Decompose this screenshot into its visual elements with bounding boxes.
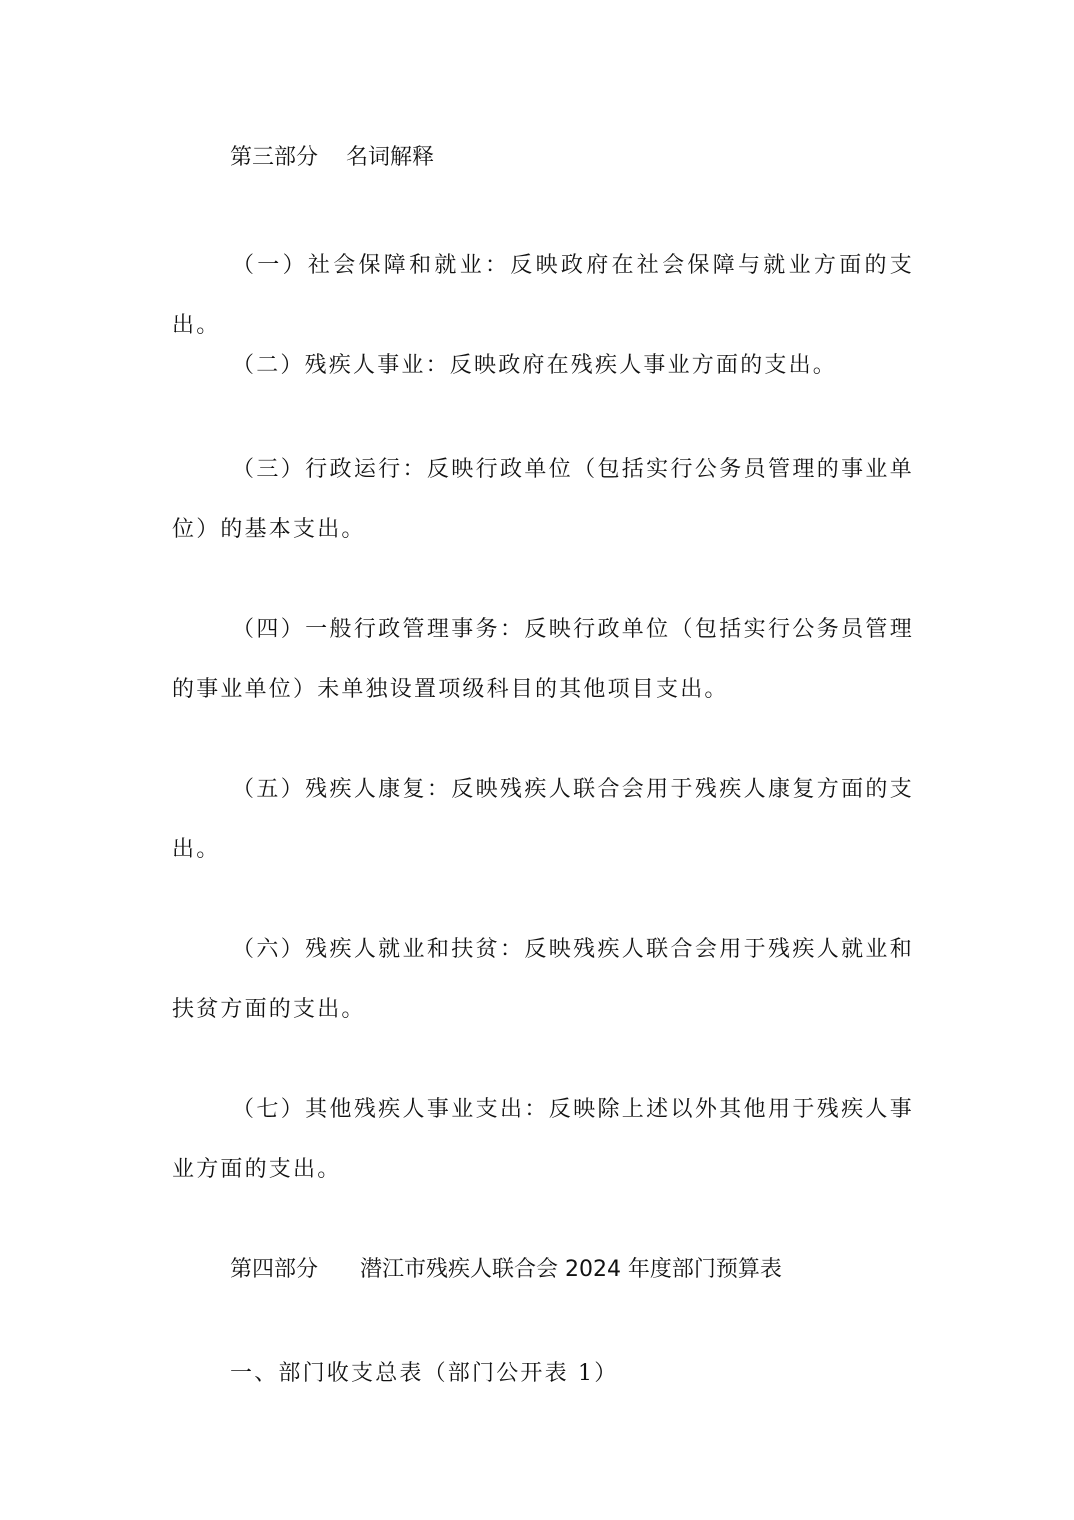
table-1-subtitle: 一、部门收支总表（部门公开表 1） bbox=[230, 1361, 619, 1386]
definition-item-2: （二）残疾人事业：反映政府在残疾人事业方面的支出。 bbox=[232, 353, 838, 378]
section-3-title: 第三部分 名词解释 bbox=[230, 145, 434, 170]
definition-item-5: （五）残疾人康复：反映残疾人联合会用于残疾人康复方面的支出。 bbox=[172, 777, 914, 862]
definition-item-3: （三）行政运行：反映行政单位（包括实行公务员管理的事业单位）的基本支出。 bbox=[172, 457, 914, 542]
definition-item-6: （六）残疾人就业和扶贫：反映残疾人联合会用于残疾人就业和扶贫方面的支出。 bbox=[172, 937, 914, 1022]
definition-item-4: （四）一般行政管理事务：反映行政单位（包括实行公务员管理的事业单位）未单独设置项级科目的其他项目支出。 bbox=[172, 617, 914, 702]
definition-item-1: （一）社会保障和就业：反映政府在社会保障与就业方面的支出。 bbox=[172, 253, 914, 338]
section-4-title: 第四部分 潜江市残疾人联合会 2024 年度部门预算表 bbox=[230, 1257, 782, 1282]
definition-item-7: （七）其他残疾人事业支出：反映除上述以外其他用于残疾人事业方面的支出。 bbox=[172, 1097, 914, 1182]
